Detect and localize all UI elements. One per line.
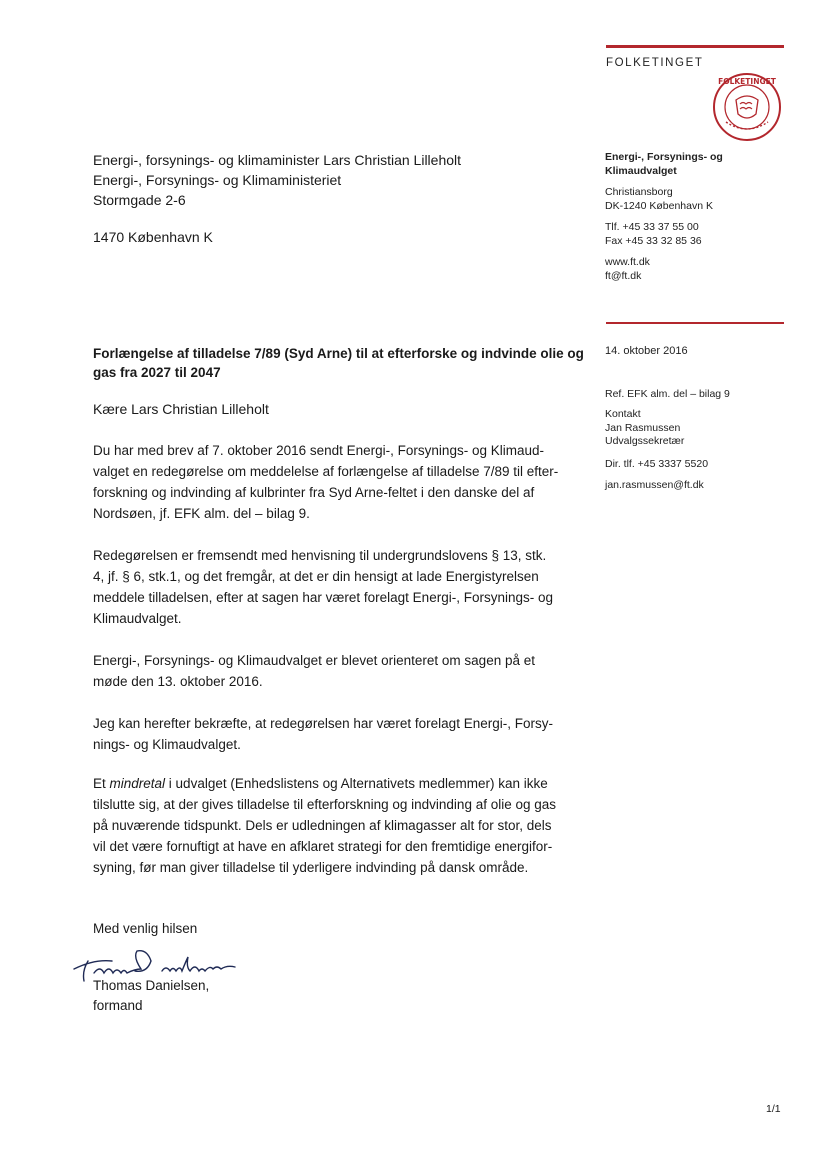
paragraph-line: Redegørelsen er fremsendt med henvisning til undergrundslovens § 13, stk. xyxy=(93,548,547,563)
sender-address-2: DK-1240 København K xyxy=(605,199,713,212)
seal-text: FOLKETINGET xyxy=(718,77,776,86)
sender-web-block xyxy=(605,256,650,283)
sender-email-link[interactable]: ft@ft.dk xyxy=(605,269,642,282)
contact-block xyxy=(605,408,684,449)
sender-web-link[interactable]: www.ft.dk xyxy=(605,256,650,268)
paragraph-4 xyxy=(93,713,578,755)
signer-block xyxy=(93,976,209,1016)
closing: Med venlig hilsen xyxy=(93,921,198,936)
paragraph-3 xyxy=(93,650,578,692)
committee-line-2: Klimaudvalget xyxy=(605,164,677,177)
paragraph-line: vil det være fornuftigt at have en afklaret strategi for den fremtidige energifor- xyxy=(93,839,553,854)
contact-name: Jan Rasmussen xyxy=(605,421,681,434)
paragraph-line: Klimaudvalget. xyxy=(93,611,182,626)
paragraph-line xyxy=(93,773,588,794)
paragraph-line: møde den 13. oktober 2016. xyxy=(93,674,263,689)
paragraph-line: meddele tilladelsen, efter at sagen har været forelagt Energi-, Forsynings- og xyxy=(93,590,553,605)
sender-phone-block xyxy=(605,221,702,248)
sender-address xyxy=(605,186,713,213)
committee-line-1: Energi-, Forsynings- og xyxy=(605,151,723,163)
paragraph-line: Energi-, Forsynings- og Klimaudvalget er blevet orienteret om sagen på et xyxy=(93,653,535,668)
paragraph-line: nings- og Klimaudvalget. xyxy=(93,737,241,752)
sender-committee xyxy=(605,151,723,178)
paragraph-line: Nordsøen, jf. EFK alm. del – bilag 9. xyxy=(93,506,310,521)
paragraph-line: tilslutte sig, at der gives tilladelse til efterforskning og indvinding af olie og gas xyxy=(93,797,557,812)
greeting: Kære Lars Christian Lilleholt xyxy=(93,401,269,417)
mindretal-emphasis: mindretal xyxy=(109,776,166,791)
side-rule xyxy=(606,322,784,324)
paragraph-1 xyxy=(93,440,578,524)
page-number: 1/1 xyxy=(766,1103,781,1115)
subject-line-1: Forlængelse af tilladelse 7/89 (Syd Arne) til at efterforske og indvinde olie og xyxy=(93,346,584,361)
recipient-city: 1470 København K xyxy=(93,229,213,245)
sender-phone: Tlf. +45 33 37 55 00 xyxy=(605,221,699,233)
subject-line-2: gas fra 2027 til 2047 xyxy=(93,365,221,380)
signer-title: formand xyxy=(93,998,143,1013)
paragraph-line: valget en redegørelse om meddelelse af forlængelse af tilladelse 7/89 til efter- xyxy=(93,464,559,479)
recipient-line-3: Stormgade 2-6 xyxy=(93,192,186,208)
recipient-line-1: Energi-, forsynings- og klimaminister Lars Christian Lilleholt xyxy=(93,152,462,168)
folketinget-seal-icon xyxy=(712,72,782,142)
top-rule xyxy=(606,45,784,48)
paragraph-5-prefix: Et xyxy=(93,776,110,791)
contact-label: Kontakt xyxy=(605,408,641,420)
letter-date: 14. oktober 2016 xyxy=(605,345,688,357)
paragraph-5 xyxy=(93,773,588,878)
reference: Ref. EFK alm. del – bilag 9 xyxy=(605,388,730,400)
signer-name: Thomas Danielsen, xyxy=(93,978,210,993)
paragraph-line: 4, jf. § 6, stk.1, og det fremgår, at det er din hensigt at lade Energistyrelsen xyxy=(93,569,539,584)
paragraph-line: på nuværende tidspunkt. Dels er udledningen af klimagasser alt for stor, dels xyxy=(93,818,552,833)
sender-address-1: Christiansborg xyxy=(605,186,673,198)
letter-subject xyxy=(93,344,603,382)
recipient-line-2: Energi-, Forsynings- og Klimaministeriet xyxy=(93,172,342,188)
paragraph-5-line-1-rest: i udvalget (Enhedslistens og Alternativets medlemmer) kan ikke xyxy=(165,776,548,791)
recipient-address xyxy=(93,150,461,210)
paragraph-line: forskning og indvinding af kulbrinter fra Syd Arne-feltet i den danske del af xyxy=(93,485,535,500)
contact-email-link[interactable]: jan.rasmussen@ft.dk xyxy=(605,479,704,491)
paragraph-line: Jeg kan herefter bekræfte, at redegørelsen har været forelagt Energi-, Forsy- xyxy=(93,716,553,731)
contact-title: Udvalgssekretær xyxy=(605,435,685,447)
paragraph-line: Du har med brev af 7. oktober 2016 sendt Energi-, Forsynings- og Klimaud- xyxy=(93,443,544,458)
paragraph-2 xyxy=(93,545,578,629)
brand-name: FOLKETINGET xyxy=(606,57,704,69)
direct-phone: Dir. tlf. +45 3337 5520 xyxy=(605,458,709,470)
sender-fax: Fax +45 33 32 85 36 xyxy=(605,234,702,247)
paragraph-line: syning, før man giver tilladelse til yderligere indvinding på dansk område. xyxy=(93,860,529,875)
